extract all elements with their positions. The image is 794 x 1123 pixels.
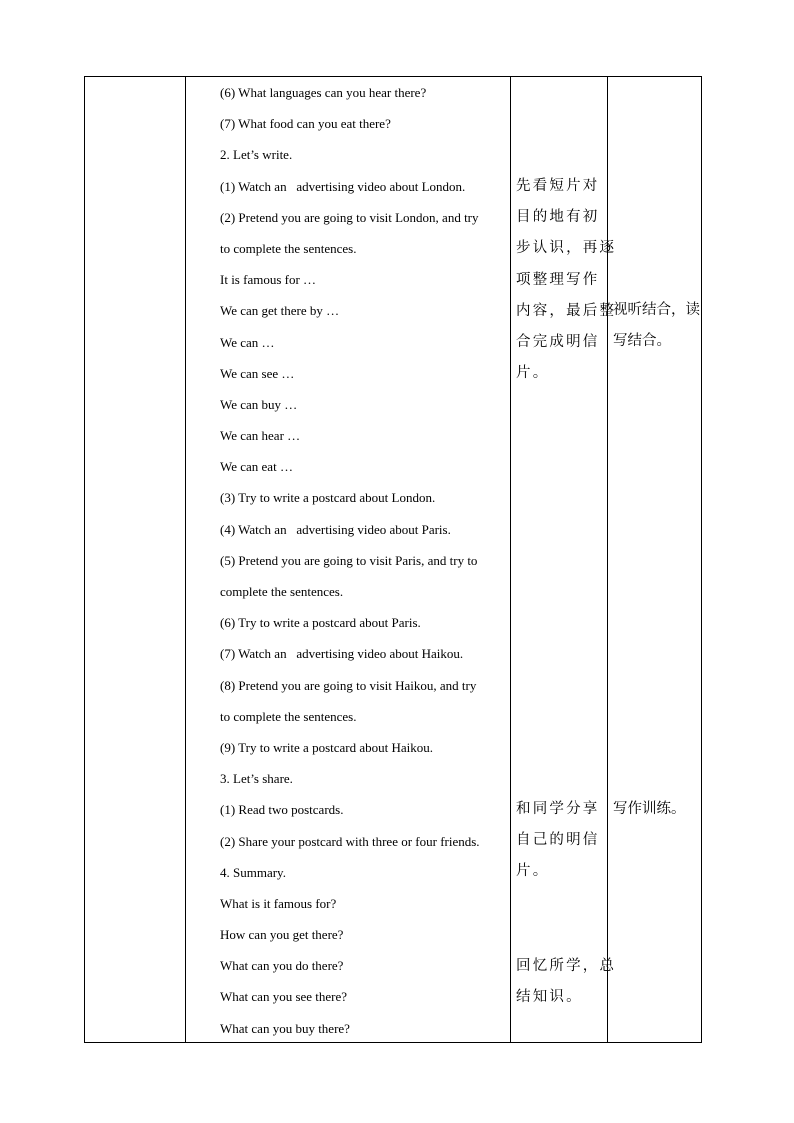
activity-line: What can you do there? bbox=[220, 958, 344, 974]
purpose-line: 片。 bbox=[516, 863, 550, 880]
purpose-note-1 bbox=[516, 171, 616, 389]
activity-line: (4) Watch an advertising video about Paris. bbox=[220, 521, 451, 537]
activity-line: We can buy … bbox=[220, 396, 298, 412]
purpose-note-2 bbox=[516, 794, 600, 888]
activity-line: complete the sentences. bbox=[220, 584, 344, 599]
activity-line: What can you see there? bbox=[220, 989, 348, 1005]
design-note-1 bbox=[613, 295, 700, 357]
activity-line: We can … bbox=[220, 334, 275, 350]
activity-line: How can you get there? bbox=[220, 927, 344, 943]
activity-line: (3) Try to write a postcard about London. bbox=[220, 490, 436, 506]
activity-line: (7) What food can you eat there? bbox=[220, 116, 391, 132]
activity-line: (2) Pretend you are going to visit London, and try bbox=[220, 209, 479, 225]
purpose-line: 和同学分享 bbox=[516, 801, 600, 817]
purpose-line: 自己的明信 bbox=[516, 832, 600, 849]
activity-line: 2. Let’s write. bbox=[220, 147, 293, 163]
design-note-2 bbox=[613, 794, 686, 825]
purpose-line: 目的地有初 bbox=[516, 209, 600, 226]
purpose-line: 先看短片对 bbox=[516, 178, 600, 194]
column-divider bbox=[510, 77, 511, 1042]
purpose-line: 项整理写作 bbox=[516, 271, 600, 288]
activity-line: (9) Try to write a postcard about Haikou. bbox=[220, 739, 434, 755]
activity-line: (7) Watch an advertising video about Haikou. bbox=[220, 646, 464, 662]
purpose-line: 回忆所学，总 bbox=[516, 958, 617, 974]
activity-line: We can eat … bbox=[220, 459, 293, 475]
activity-line: to complete the sentences. bbox=[220, 708, 357, 724]
activity-line: (5) Pretend you are going to visit Paris, and try to bbox=[220, 552, 478, 568]
activity-line: We can get there by … bbox=[220, 303, 340, 319]
activity-line: We can see … bbox=[220, 365, 295, 381]
purpose-line: 合完成明信 bbox=[516, 333, 600, 350]
column-divider bbox=[185, 77, 186, 1042]
activity-line: 4. Summary. bbox=[220, 864, 286, 880]
activity-line: (1) Read two postcards. bbox=[220, 802, 344, 818]
design-line: 写结合。 bbox=[613, 333, 671, 350]
activity-line: (2) Share your postcard with three or four friends. bbox=[220, 833, 480, 849]
activity-line: (6) Try to write a postcard about Paris. bbox=[220, 615, 421, 631]
activity-line: 3. Let’s share. bbox=[220, 771, 293, 787]
design-line: 视听结合，读 bbox=[613, 302, 700, 318]
purpose-line: 片。 bbox=[516, 365, 550, 382]
purpose-note-3 bbox=[516, 951, 616, 1013]
activity-line: (8) Pretend you are going to visit Haikou, and try bbox=[220, 677, 477, 693]
design-line: 写作训练。 bbox=[613, 801, 686, 817]
purpose-line: 内容，最后整 bbox=[516, 302, 617, 319]
activity-line: What can you buy there? bbox=[220, 1020, 350, 1036]
activity-line: (1) Watch an advertising video about London. bbox=[220, 178, 466, 194]
activity-line: What is it famous for? bbox=[220, 895, 337, 911]
activities-column bbox=[220, 77, 506, 1044]
purpose-line: 结知识。 bbox=[516, 989, 583, 1006]
activity-line: to complete the sentences. bbox=[220, 240, 357, 256]
purpose-line: 步认识，再逐 bbox=[516, 240, 617, 257]
activity-line: It is famous for … bbox=[220, 272, 317, 288]
activity-line: We can hear … bbox=[220, 428, 301, 444]
activity-line: (6) What languages can you hear there? bbox=[220, 85, 427, 100]
